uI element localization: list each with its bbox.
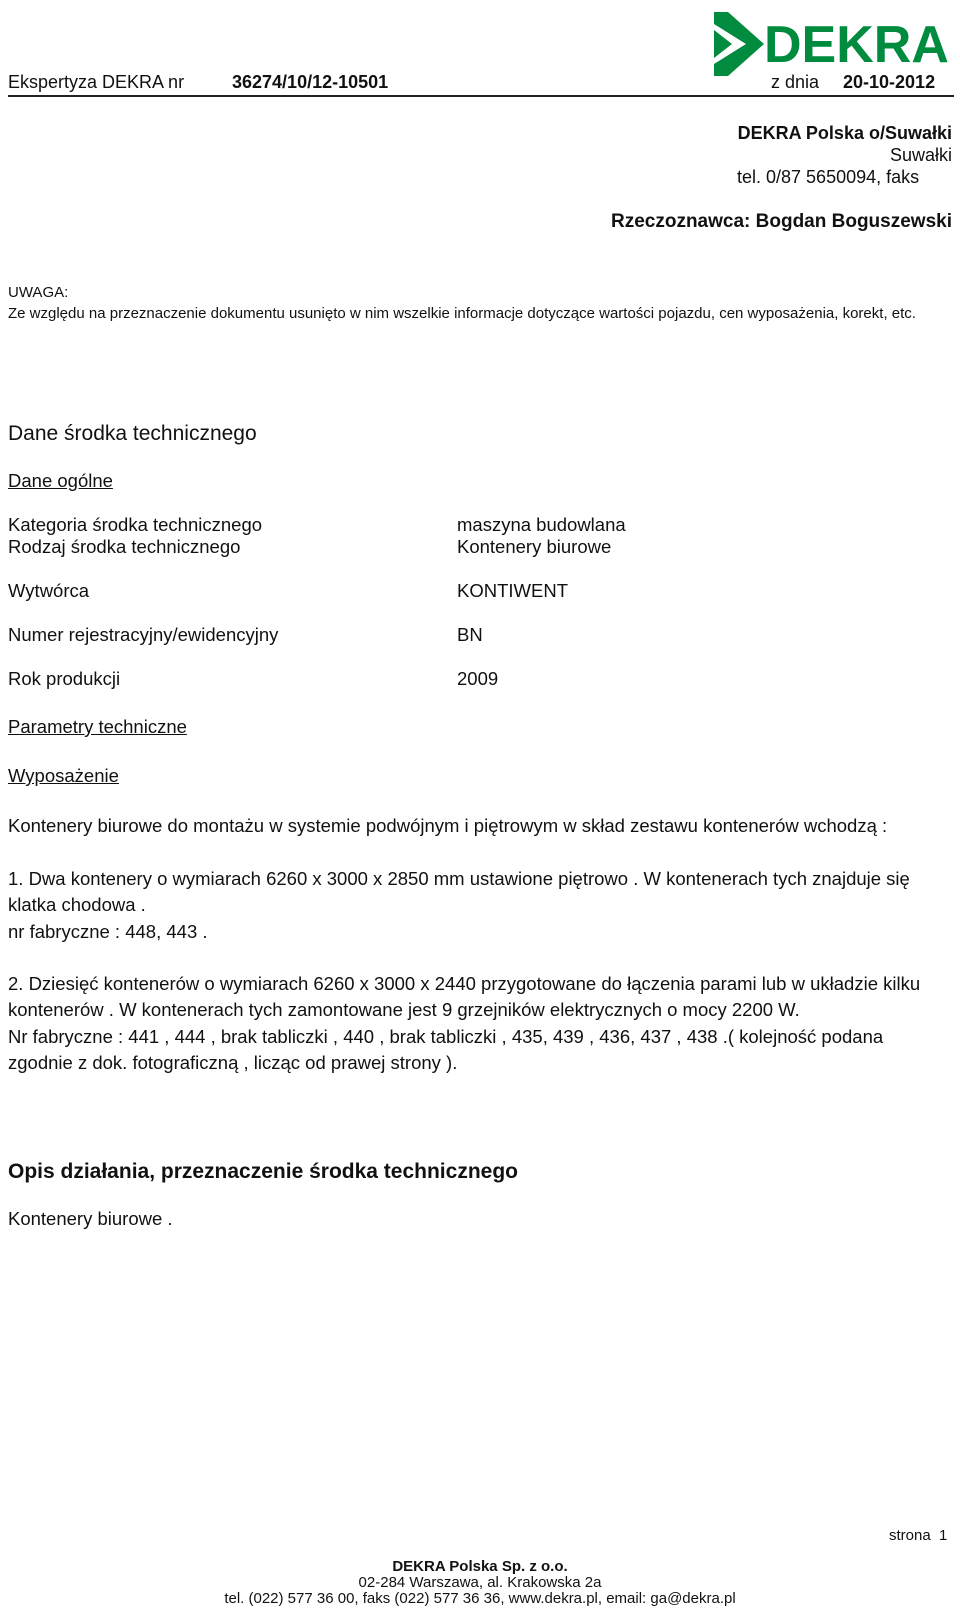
page-number: [889, 1527, 947, 1544]
header-divider: [8, 95, 954, 97]
expert-name: Rzeczoznawca: Bogdan Boguszewski: [610, 211, 952, 232]
field-value-year: 2009: [457, 668, 499, 689]
footer-address: 02-284 Warszawa, al. Krakowska 2a: [358, 1574, 602, 1591]
dekra-logo: [712, 8, 957, 78]
notice-text: Ze względu na przeznaczenie dokumentu usunięto w nim wszelkie informacje dotyczące wartości pojazdu, cen wyposażenia, korekt, etc.: [8, 305, 916, 322]
field-value-manufacturer: KONTIWENT: [457, 580, 568, 601]
date-label: z dnia: [771, 72, 820, 92]
page-label: strona: [889, 1527, 931, 1544]
equipment-heading: Wyposażenie: [8, 765, 119, 786]
general-data-heading: Dane ogólne: [8, 470, 113, 491]
dekra-logo-icon: [712, 8, 957, 78]
field-label-year: Rok produkcji: [8, 668, 121, 689]
footer-contact: tel. (022) 577 36 00, faks (022) 577 36 36, www.dekra.pl, email: ga@dekra.pl: [224, 1590, 736, 1607]
technical-params-heading: Parametry techniczne: [8, 716, 187, 737]
field-label-category: Kategoria środka technicznego: [8, 514, 263, 535]
section-title-operation: Opis działania, przeznaczenie środka technicznego: [8, 1160, 518, 1183]
expertise-label: Ekspertyza DEKRA nr: [8, 72, 185, 92]
logo-text: DEKRA: [764, 16, 949, 74]
field-value-registration: BN: [457, 624, 483, 645]
equipment-item-1: 1. Dwa kontenery o wymiarach 6260 x 3000 x 2850 mm ustawione piętrowo . W kontenerach tych znajduje się klatka chodowa .: [8, 868, 910, 916]
operation-text: Kontenery biurowe .: [8, 1208, 173, 1229]
date-value: 20-10-2012: [843, 72, 936, 92]
field-label-type: Rodzaj środka technicznego: [8, 536, 241, 557]
equipment-item-1-serials: nr fabryczne : 448, 443 .: [8, 921, 208, 942]
notice-title: UWAGA:: [8, 284, 69, 301]
field-label-manufacturer: Wytwórca: [8, 580, 90, 601]
field-label-registration: Numer rejestracyjny/ewidencyjny: [8, 624, 279, 645]
office-phone: tel. 0/87 5650094, faks: [737, 167, 920, 187]
footer-company: DEKRA Polska Sp. z o.o.: [392, 1558, 568, 1575]
field-value-category: maszyna budowlana: [457, 514, 626, 535]
equipment-intro: Kontenery biurowe do montażu w systemie podwójnym i piętrowym w skład zestawu kontenerów wchodzą :: [8, 815, 888, 836]
expertise-number: 36274/10/12-10501: [232, 72, 389, 92]
office-city: Suwałki: [889, 145, 952, 165]
equipment-item-2-serials: Nr fabryczne : 441 , 444 , brak tabliczki , 440 , brak tabliczki , 435, 439 , 436, 437 , 438 .( kolejność podana zgodnie z dok. fotograficzną , licząc od prawej strony ).: [8, 1026, 884, 1074]
office-name: DEKRA Polska o/Suwałki: [737, 123, 952, 143]
equipment-item-2: 2. Dziesięć kontenerów o wymiarach 6260 x 3000 x 2440 przygotowane do łączenia parami lub w układzie kilku kontenerów . W kontenerach tych zamontowane jest 9 grzejników elektrycznych o mocy 2200 W.: [8, 973, 921, 1021]
section-title-technical-data: Dane środka technicznego: [8, 422, 257, 445]
page-number-value: 1: [939, 1527, 948, 1544]
field-value-type: Kontenery biurowe: [457, 536, 612, 557]
